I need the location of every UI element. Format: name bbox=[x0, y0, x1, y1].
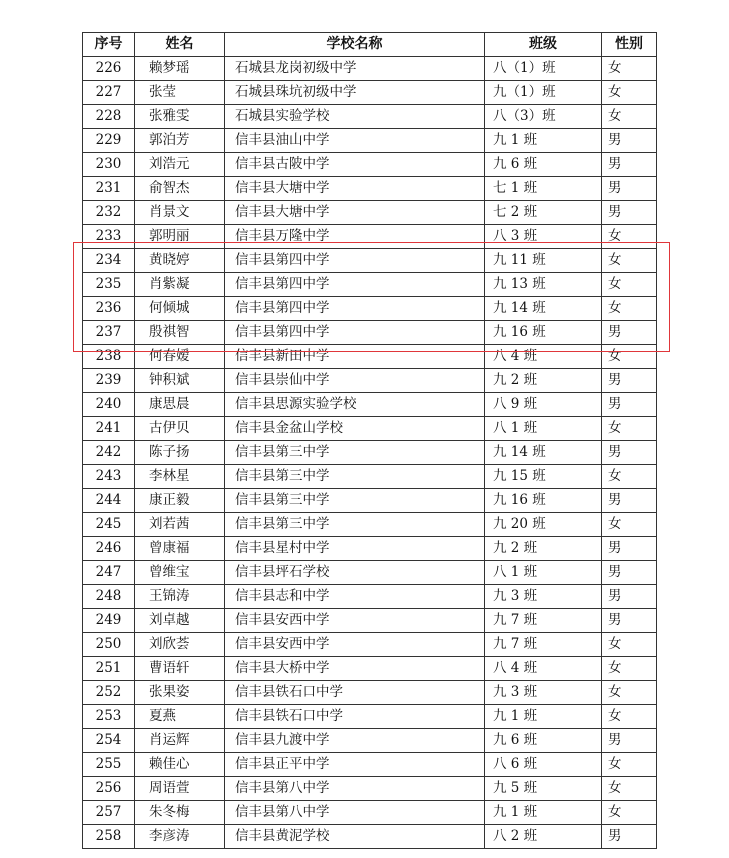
cell-no: 229 bbox=[83, 129, 135, 153]
cell-school: 信丰县大桥中学 bbox=[225, 657, 485, 681]
cell-no: 237 bbox=[83, 321, 135, 345]
cell-name: 陈子扬 bbox=[135, 441, 225, 465]
cell-name: 刘若茜 bbox=[135, 513, 225, 537]
cell-no: 248 bbox=[83, 585, 135, 609]
cell-gender: 女 bbox=[602, 273, 657, 297]
cell-no: 234 bbox=[83, 249, 135, 273]
cell-school: 信丰县大塘中学 bbox=[225, 201, 485, 225]
cell-class: 九 16 班 bbox=[485, 489, 602, 513]
cell-school: 信丰县第三中学 bbox=[225, 441, 485, 465]
cell-no: 255 bbox=[83, 753, 135, 777]
table-row bbox=[83, 729, 657, 753]
table-row bbox=[83, 465, 657, 489]
table-row bbox=[83, 345, 657, 369]
cell-school: 信丰县铁石口中学 bbox=[225, 705, 485, 729]
cell-class: 九 14 班 bbox=[485, 297, 602, 321]
header-gender: 性别 bbox=[602, 33, 657, 57]
student-roster-table bbox=[82, 32, 657, 849]
cell-no: 251 bbox=[83, 657, 135, 681]
cell-class: 八 3 班 bbox=[485, 225, 602, 249]
cell-name: 钟积斌 bbox=[135, 369, 225, 393]
cell-name: 黄晓婷 bbox=[135, 249, 225, 273]
cell-name: 刘卓越 bbox=[135, 609, 225, 633]
cell-class: 九（1）班 bbox=[485, 81, 602, 105]
cell-no: 250 bbox=[83, 633, 135, 657]
cell-name: 李彦涛 bbox=[135, 825, 225, 849]
table-row bbox=[83, 825, 657, 849]
table-row bbox=[83, 249, 657, 273]
cell-gender: 女 bbox=[602, 57, 657, 81]
table-row bbox=[83, 753, 657, 777]
cell-class: 九 7 班 bbox=[485, 633, 602, 657]
cell-school: 信丰县九渡中学 bbox=[225, 729, 485, 753]
cell-gender: 男 bbox=[602, 729, 657, 753]
cell-name: 朱冬梅 bbox=[135, 801, 225, 825]
cell-class: 九 2 班 bbox=[485, 537, 602, 561]
cell-name: 夏燕 bbox=[135, 705, 225, 729]
cell-gender: 女 bbox=[602, 417, 657, 441]
table-row bbox=[83, 81, 657, 105]
header-row bbox=[83, 33, 657, 57]
cell-gender: 女 bbox=[602, 465, 657, 489]
cell-gender: 男 bbox=[602, 489, 657, 513]
cell-gender: 女 bbox=[602, 225, 657, 249]
table-row bbox=[83, 129, 657, 153]
table-row bbox=[83, 537, 657, 561]
cell-school: 信丰县万隆中学 bbox=[225, 225, 485, 249]
cell-no: 256 bbox=[83, 777, 135, 801]
cell-name: 曾康福 bbox=[135, 537, 225, 561]
table-row bbox=[83, 609, 657, 633]
cell-gender: 女 bbox=[602, 81, 657, 105]
cell-gender: 男 bbox=[602, 177, 657, 201]
cell-gender: 男 bbox=[602, 393, 657, 417]
cell-name: 张果姿 bbox=[135, 681, 225, 705]
cell-class: 七 1 班 bbox=[485, 177, 602, 201]
cell-class: 九 7 班 bbox=[485, 609, 602, 633]
cell-no: 226 bbox=[83, 57, 135, 81]
cell-no: 233 bbox=[83, 225, 135, 249]
cell-gender: 女 bbox=[602, 753, 657, 777]
cell-class: 九 6 班 bbox=[485, 729, 602, 753]
cell-no: 247 bbox=[83, 561, 135, 585]
header-no: 序号 bbox=[83, 33, 135, 57]
cell-gender: 女 bbox=[602, 297, 657, 321]
cell-class: 八 2 班 bbox=[485, 825, 602, 849]
header-school: 学校名称 bbox=[225, 33, 485, 57]
table-row bbox=[83, 393, 657, 417]
cell-no: 258 bbox=[83, 825, 135, 849]
cell-school: 信丰县新田中学 bbox=[225, 345, 485, 369]
cell-school: 信丰县铁石口中学 bbox=[225, 681, 485, 705]
cell-name: 古伊贝 bbox=[135, 417, 225, 441]
cell-school: 信丰县第四中学 bbox=[225, 249, 485, 273]
cell-school: 信丰县第八中学 bbox=[225, 801, 485, 825]
cell-name: 康正毅 bbox=[135, 489, 225, 513]
cell-gender: 男 bbox=[602, 321, 657, 345]
table-row bbox=[83, 489, 657, 513]
cell-name: 曹语轩 bbox=[135, 657, 225, 681]
cell-class: 八 6 班 bbox=[485, 753, 602, 777]
cell-no: 252 bbox=[83, 681, 135, 705]
cell-class: 九 11 班 bbox=[485, 249, 602, 273]
cell-name: 肖紫凝 bbox=[135, 273, 225, 297]
table-row bbox=[83, 657, 657, 681]
cell-class: 九 15 班 bbox=[485, 465, 602, 489]
cell-name: 李林星 bbox=[135, 465, 225, 489]
cell-gender: 女 bbox=[602, 345, 657, 369]
cell-school: 信丰县大塘中学 bbox=[225, 177, 485, 201]
cell-class: 九 3 班 bbox=[485, 681, 602, 705]
cell-gender: 女 bbox=[602, 105, 657, 129]
table-row bbox=[83, 153, 657, 177]
table-row bbox=[83, 705, 657, 729]
cell-no: 246 bbox=[83, 537, 135, 561]
cell-no: 235 bbox=[83, 273, 135, 297]
cell-no: 228 bbox=[83, 105, 135, 129]
table-row bbox=[83, 177, 657, 201]
cell-gender: 男 bbox=[602, 441, 657, 465]
table-row bbox=[83, 801, 657, 825]
cell-gender: 男 bbox=[602, 201, 657, 225]
cell-no: 253 bbox=[83, 705, 135, 729]
cell-no: 227 bbox=[83, 81, 135, 105]
table-row bbox=[83, 561, 657, 585]
cell-school: 石城县龙岗初级中学 bbox=[225, 57, 485, 81]
cell-class: 八 9 班 bbox=[485, 393, 602, 417]
cell-gender: 女 bbox=[602, 633, 657, 657]
cell-school: 信丰县油山中学 bbox=[225, 129, 485, 153]
cell-no: 238 bbox=[83, 345, 135, 369]
table-row bbox=[83, 681, 657, 705]
cell-name: 周语萱 bbox=[135, 777, 225, 801]
table-row bbox=[83, 441, 657, 465]
cell-class: 八（1）班 bbox=[485, 57, 602, 81]
cell-school: 石城县珠坑初级中学 bbox=[225, 81, 485, 105]
cell-name: 赖佳心 bbox=[135, 753, 225, 777]
cell-no: 236 bbox=[83, 297, 135, 321]
cell-gender: 女 bbox=[602, 513, 657, 537]
cell-school: 信丰县金盆山学校 bbox=[225, 417, 485, 441]
cell-school: 信丰县安西中学 bbox=[225, 609, 485, 633]
cell-school: 信丰县思源实验学校 bbox=[225, 393, 485, 417]
cell-no: 231 bbox=[83, 177, 135, 201]
table-row bbox=[83, 57, 657, 81]
cell-class: 九 6 班 bbox=[485, 153, 602, 177]
cell-gender: 男 bbox=[602, 561, 657, 585]
cell-school: 信丰县第四中学 bbox=[225, 321, 485, 345]
cell-gender: 女 bbox=[602, 801, 657, 825]
table-row bbox=[83, 273, 657, 297]
cell-name: 郭明丽 bbox=[135, 225, 225, 249]
cell-no: 230 bbox=[83, 153, 135, 177]
cell-school: 信丰县正平中学 bbox=[225, 753, 485, 777]
cell-gender: 女 bbox=[602, 777, 657, 801]
cell-school: 信丰县坪石学校 bbox=[225, 561, 485, 585]
cell-gender: 男 bbox=[602, 825, 657, 849]
header-class: 班级 bbox=[485, 33, 602, 57]
table-row bbox=[83, 225, 657, 249]
table-header bbox=[83, 33, 657, 57]
table-row bbox=[83, 369, 657, 393]
cell-gender: 女 bbox=[602, 705, 657, 729]
cell-class: 九 16 班 bbox=[485, 321, 602, 345]
table-row bbox=[83, 201, 657, 225]
cell-gender: 女 bbox=[602, 681, 657, 705]
cell-class: 九 2 班 bbox=[485, 369, 602, 393]
cell-no: 254 bbox=[83, 729, 135, 753]
cell-name: 康思晨 bbox=[135, 393, 225, 417]
table-body bbox=[83, 57, 657, 849]
header-name: 姓名 bbox=[135, 33, 225, 57]
cell-gender: 女 bbox=[602, 249, 657, 273]
cell-school: 信丰县星村中学 bbox=[225, 537, 485, 561]
cell-name: 何倾城 bbox=[135, 297, 225, 321]
cell-gender: 男 bbox=[602, 609, 657, 633]
cell-no: 242 bbox=[83, 441, 135, 465]
cell-name: 张雅雯 bbox=[135, 105, 225, 129]
cell-class: 七 2 班 bbox=[485, 201, 602, 225]
table-row bbox=[83, 513, 657, 537]
table-row bbox=[83, 321, 657, 345]
cell-class: 九 1 班 bbox=[485, 705, 602, 729]
cell-no: 257 bbox=[83, 801, 135, 825]
cell-school: 信丰县第三中学 bbox=[225, 489, 485, 513]
cell-no: 243 bbox=[83, 465, 135, 489]
cell-school: 石城县实验学校 bbox=[225, 105, 485, 129]
cell-school: 信丰县第四中学 bbox=[225, 297, 485, 321]
cell-name: 俞智杰 bbox=[135, 177, 225, 201]
cell-class: 八 1 班 bbox=[485, 417, 602, 441]
cell-school: 信丰县第三中学 bbox=[225, 513, 485, 537]
cell-class: 九 1 班 bbox=[485, 801, 602, 825]
cell-class: 八 4 班 bbox=[485, 657, 602, 681]
table-row bbox=[83, 417, 657, 441]
cell-no: 245 bbox=[83, 513, 135, 537]
cell-no: 241 bbox=[83, 417, 135, 441]
cell-gender: 男 bbox=[602, 537, 657, 561]
cell-school: 信丰县崇仙中学 bbox=[225, 369, 485, 393]
cell-name: 殷祺智 bbox=[135, 321, 225, 345]
cell-school: 信丰县第八中学 bbox=[225, 777, 485, 801]
cell-school: 信丰县第四中学 bbox=[225, 273, 485, 297]
cell-class: 九 5 班 bbox=[485, 777, 602, 801]
cell-gender: 女 bbox=[602, 657, 657, 681]
cell-school: 信丰县志和中学 bbox=[225, 585, 485, 609]
cell-class: 九 20 班 bbox=[485, 513, 602, 537]
cell-gender: 男 bbox=[602, 369, 657, 393]
cell-name: 郭泊芳 bbox=[135, 129, 225, 153]
cell-class: 八（3）班 bbox=[485, 105, 602, 129]
cell-name: 刘欣荟 bbox=[135, 633, 225, 657]
cell-gender: 男 bbox=[602, 585, 657, 609]
cell-school: 信丰县安西中学 bbox=[225, 633, 485, 657]
cell-name: 刘浩元 bbox=[135, 153, 225, 177]
cell-no: 232 bbox=[83, 201, 135, 225]
cell-school: 信丰县黄泥学校 bbox=[225, 825, 485, 849]
cell-class: 九 13 班 bbox=[485, 273, 602, 297]
cell-name: 赖梦瑶 bbox=[135, 57, 225, 81]
cell-no: 240 bbox=[83, 393, 135, 417]
cell-gender: 男 bbox=[602, 129, 657, 153]
cell-name: 肖运辉 bbox=[135, 729, 225, 753]
table-row bbox=[83, 105, 657, 129]
table-row bbox=[83, 585, 657, 609]
cell-no: 249 bbox=[83, 609, 135, 633]
cell-name: 何春嫒 bbox=[135, 345, 225, 369]
cell-school: 信丰县第三中学 bbox=[225, 465, 485, 489]
table-row bbox=[83, 777, 657, 801]
cell-class: 九 14 班 bbox=[485, 441, 602, 465]
cell-name: 王锦涛 bbox=[135, 585, 225, 609]
cell-school: 信丰县古陂中学 bbox=[225, 153, 485, 177]
cell-gender: 男 bbox=[602, 153, 657, 177]
cell-no: 239 bbox=[83, 369, 135, 393]
cell-class: 九 3 班 bbox=[485, 585, 602, 609]
cell-no: 244 bbox=[83, 489, 135, 513]
cell-name: 肖景文 bbox=[135, 201, 225, 225]
cell-name: 曾维宝 bbox=[135, 561, 225, 585]
cell-name: 张莹 bbox=[135, 81, 225, 105]
cell-class: 八 1 班 bbox=[485, 561, 602, 585]
table-row bbox=[83, 633, 657, 657]
cell-class: 八 4 班 bbox=[485, 345, 602, 369]
cell-class: 九 1 班 bbox=[485, 129, 602, 153]
table-row bbox=[83, 297, 657, 321]
